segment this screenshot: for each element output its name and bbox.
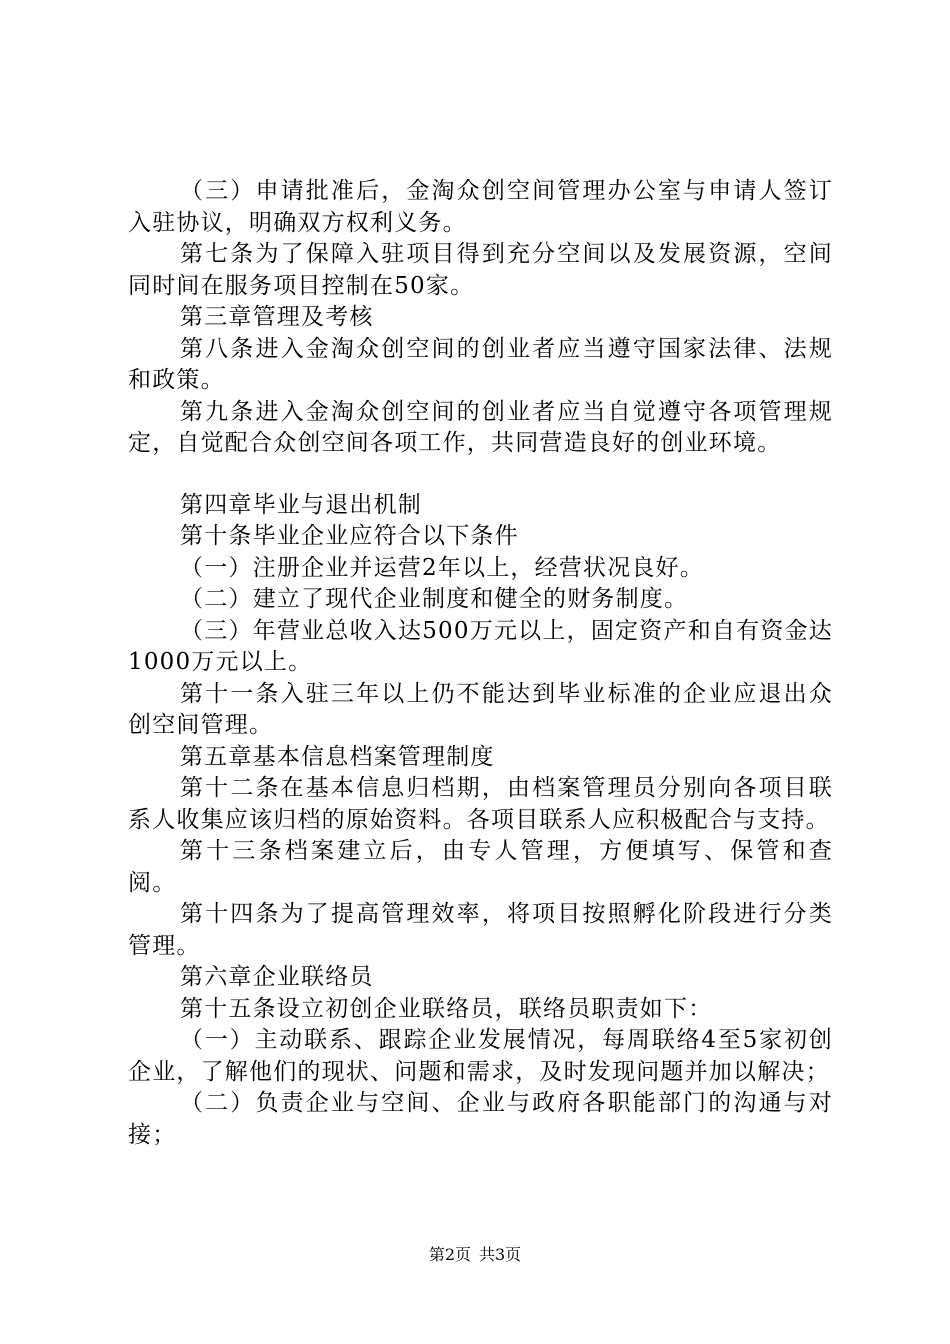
paragraph-article-11: 第十一条入驻三年以上仍不能达到毕业标准的企业应退出众创空间管理。 [128,680,833,738]
page-footer [0,1245,950,1265]
paragraph-article-8: 第八条进入金淘众创空间的创业者应当遵守国家法律、法规和政策。 [128,335,833,393]
paragraph-article-15: 第十五条设立初创企业联络员，联络员职责如下： [180,995,713,1022]
paragraph-article-15-item-1: （一）主动联系、跟踪企业发展情况，每周联络4至5家初创企业，了解他们的现状、问题和需求，及时发现问题并加以解决； [128,1027,833,1085]
paragraph-article-10-item-3: （三）年营业总收入达500万元以上，固定资产和自有资金达1000万元以上。 [128,617,833,675]
chapter-5-heading: 第五章基本信息档案管理制度 [180,743,495,770]
chapter-4-heading: 第四章毕业与退出机制 [180,491,422,518]
paragraph-article-13: 第十三条档案建立后，由专人管理，方便填写、保管和查阅。 [128,838,833,896]
paragraph-application-approved: （三）申请批准后，金淘众创空间管理办公室与申请人签订入驻协议，明确双方权利义务。 [128,178,833,236]
chapter-6-heading: 第六章企业联络员 [180,964,374,990]
paragraph-article-12: 第十二条在基本信息归档期，由档案管理员分别向各项目联系人收集应该归档的原始资料。各项目联系人应积极配合与支持。 [128,775,833,833]
paragraph-article-10: 第十条毕业企业应符合以下条件 [180,523,519,549]
chapter-3-heading: 第三章管理及考核 [180,304,374,330]
paragraph-article-10-item-2: （二）建立了现代企业制度和健全的财务制度。 [180,586,689,612]
page-number: 第2页 [428,1245,471,1264]
paragraph-article-14: 第十四条为了提高管理效率，将项目按照孵化阶段进行分类管理。 [128,901,833,959]
paragraph-article-15-item-2: （二）负责企业与空间、企业与政府各职能部门的沟通与对接； [128,1090,833,1148]
paragraph-article-10-item-1: （一）注册企业并运营2年以上，经营状况良好。 [180,554,705,581]
blank-line [128,460,833,490]
document-body [128,176,833,1151]
page-total: 共3页 [479,1245,522,1264]
paragraph-article-7: 第七条为了保障入驻项目得到充分空间以及发展资源，空间同时间在服务项目控制在50家。 [128,241,833,299]
paragraph-article-9: 第九条进入金淘众创空间的创业者应当自觉遵守各项管理规定，自觉配合众创空间各项工作，共同营造良好的创业环境。 [128,398,833,456]
